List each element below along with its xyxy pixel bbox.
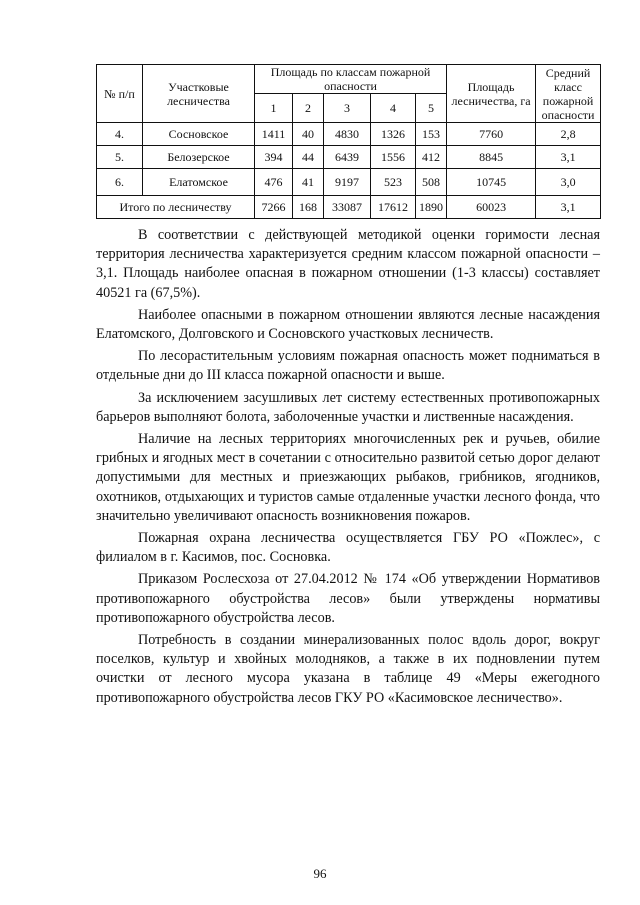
row-class-1: 1411: [255, 123, 293, 146]
header-class-4: 4: [371, 94, 416, 123]
row-class-5: 508: [416, 169, 447, 196]
row-class-1: 476: [255, 169, 293, 196]
header-class-2: 2: [293, 94, 324, 123]
table-row: [97, 169, 601, 196]
paragraph-fire-class: В соответствии с действующей методикой оценки горимости лесная территория лесничества характеризуется средним классом пожарной опасности – 3,1. Площадь наиболее опасная в пожарном отношении (1-3 классы) составляет 40521 га (67,5%).: [96, 227, 600, 301]
total-label: Итого по лесничеству: [97, 196, 255, 219]
row-class-2: 41: [293, 169, 324, 196]
paragraph-order: Приказом Рослесхоза от 27.04.2012 № 174 «Об утверждении Нормативов противопожарного обустройства лесов» были утверждены нормативы противопожарного обустройства лесов.: [96, 571, 600, 626]
table-total-row: [97, 196, 601, 219]
total-class-4: 17612: [371, 196, 416, 219]
row-area: 8845: [447, 146, 536, 169]
row-class-4: 1326: [371, 123, 416, 146]
paragraph-fire-protection: Пожарная охрана лесничества осуществляется ГБУ РО «Пожлес», с филиалом в г. Касимов, пос. Сосновка.: [96, 530, 600, 566]
total-class-5: 1890: [416, 196, 447, 219]
header-forestry: Участковые лесничества: [143, 65, 255, 123]
total-class-1: 7266: [255, 196, 293, 219]
total-class-2: 168: [293, 196, 324, 219]
row-class-3: 9197: [324, 169, 371, 196]
row-avg: 3,1: [536, 146, 601, 169]
page-number: 96: [313, 866, 327, 881]
header-avg-class: Средний класс пожарной опасности: [536, 65, 601, 123]
row-class-2: 44: [293, 146, 324, 169]
row-area: 7760: [447, 123, 536, 146]
paragraph-growing-conditions: По лесорастительным условиям пожарная опасность может подниматься в отдельные дни до III класса пожарной опасности и выше.: [96, 348, 600, 384]
row-name: Белозерское: [143, 146, 255, 169]
row-class-4: 523: [371, 169, 416, 196]
row-area: 10745: [447, 169, 536, 196]
row-avg: 2,8: [536, 123, 601, 146]
row-name: Сосновское: [143, 123, 255, 146]
paragraph-mineral-strips: Потребность в создании минерализованных полос вдоль дорог, вокруг поселков, культур и хвойных молодняков, а также в их подновлении путем очистки от лесного мусора указана в таблице 49 «Меры ежегодного противопожарного обустройства лесов ГКУ РО «Касимовское лесничество».: [96, 632, 600, 706]
header-area-by-class: Площадь по классам пожарной опасности: [255, 65, 447, 94]
total-avg: 3,1: [536, 196, 601, 219]
row-num: 4.: [97, 123, 143, 146]
row-class-1: 394: [255, 146, 293, 169]
fire-class-table: [96, 64, 601, 219]
row-num: 6.: [97, 169, 143, 196]
header-num: № п/п: [97, 65, 143, 123]
row-class-2: 40: [293, 123, 324, 146]
paragraph-visitors: Наличие на лесных территориях многочисленных рек и ручьев, обилие грибных и ягодных мест в сочетании с относительно развитой сетью дорог делают допустимыми для местных и приезжающих рыбаков, грибников, ягодников, охотников, отдыхающих и туристов самые отдаленные участки лесного фонда, что значительно увеличивают опасность возникновения пожаров.: [96, 431, 600, 524]
header-total-area: Площадь лесничества, га: [447, 65, 536, 123]
paragraph-most-dangerous: Наиболее опасными в пожарном отношении являются лесные насаждения Елатомского, Долговского и Сосновского участковых лесничеств.: [96, 306, 600, 343]
header-class-5: 5: [416, 94, 447, 123]
table-row: [97, 123, 601, 146]
paragraph-natural-barriers: За исключением засушливых лет систему естественных противопожарных барьеров выполняют болота, заболоченные участки и лиственные насаждения.: [96, 389, 600, 425]
total-area: 60023: [447, 196, 536, 219]
row-class-5: 153: [416, 123, 447, 146]
total-class-3: 33087: [324, 196, 371, 219]
row-class-3: 4830: [324, 123, 371, 146]
row-class-5: 412: [416, 146, 447, 169]
row-class-4: 1556: [371, 146, 416, 169]
row-name: Елатомское: [143, 169, 255, 196]
row-num: 5.: [97, 146, 143, 169]
body-text: [96, 226, 600, 708]
table-row: [97, 146, 601, 169]
row-avg: 3,0: [536, 169, 601, 196]
header-class-3: 3: [324, 94, 371, 123]
header-class-1: 1: [255, 94, 293, 123]
row-class-3: 6439: [324, 146, 371, 169]
